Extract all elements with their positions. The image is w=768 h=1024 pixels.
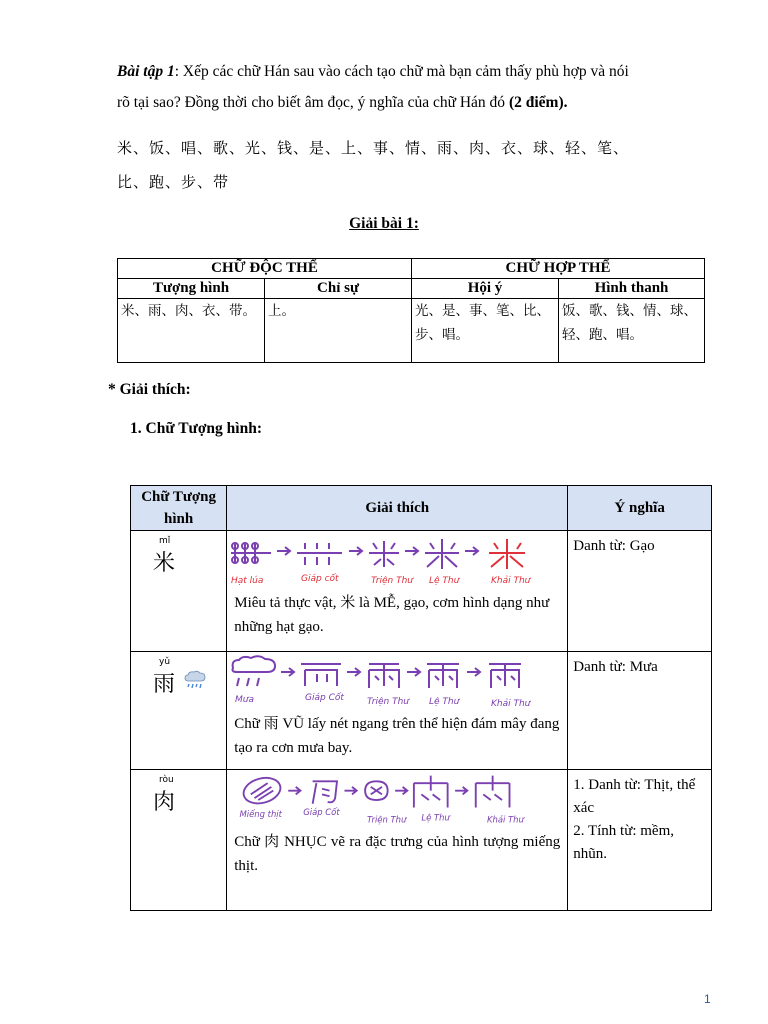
stage-label: Giáp cốt bbox=[301, 574, 339, 584]
table-row-explanation bbox=[227, 770, 568, 911]
explanation-text: Chữ 肉 NHỤC vẽ ra đặc trưng của hình tượng miếng thịt. bbox=[234, 834, 561, 874]
page-number: 1 bbox=[704, 992, 711, 1006]
stage-label: Triện Thư bbox=[367, 814, 407, 825]
pinyin: mǐ bbox=[159, 536, 171, 546]
stage-label: Khải Thư bbox=[487, 814, 525, 825]
rain-cloud-icon bbox=[183, 668, 207, 692]
header-doc-the: CHỮ ĐỘC THỂ bbox=[118, 259, 412, 279]
table-row-meaning: 1. Danh từ: Thịt, thể xác 2. Tính từ: mềm, nhũn. bbox=[568, 770, 712, 911]
cell-chi-su: 上。 bbox=[265, 299, 412, 363]
col-hoi-y: Hội ý bbox=[412, 279, 559, 299]
col-tuong-hinh: Tượng hình bbox=[118, 279, 265, 299]
table-row-explanation bbox=[227, 652, 568, 770]
stage-label: Khải Thư bbox=[491, 699, 531, 709]
cell-hinh-thanh: 饭、歌、钱、情、球、轻、跑、唱。 bbox=[559, 299, 705, 363]
character: 米 bbox=[153, 551, 176, 576]
stage-label: Giáp Cốt bbox=[303, 807, 340, 817]
classification-table bbox=[117, 258, 705, 363]
character: 雨 bbox=[153, 672, 176, 697]
header-hop-the: CHỮ HỢP THỂ bbox=[412, 259, 705, 279]
pinyin: ròu bbox=[159, 775, 174, 785]
table-row-explanation bbox=[227, 531, 568, 652]
explanation-text: Chữ 雨 VŨ lấy nét ngang trên thể hiện đám mây đang tạo ra cơn mưa bay. bbox=[234, 716, 560, 756]
table-row-char bbox=[131, 531, 227, 652]
solution-title: Giải bài 1: bbox=[349, 215, 419, 232]
rice-evolution-sketch bbox=[227, 531, 567, 591]
stage-label: Lệ Thư bbox=[429, 697, 460, 707]
section-1-heading: 1. Chữ Tượng hình: bbox=[130, 420, 263, 437]
characters-line-2: 比、跑、步、带 bbox=[117, 173, 230, 191]
explanation-heading: * Giải thích: bbox=[108, 381, 191, 398]
rain-evolution-sketch bbox=[227, 652, 567, 712]
stage-label: Lệ Thư bbox=[429, 576, 460, 586]
stage-label: Miếng thịt bbox=[239, 808, 283, 819]
stage-label: Triện Thư bbox=[371, 576, 414, 586]
stage-label: Lệ Thư bbox=[421, 812, 450, 823]
col-hinh-thanh: Hình thanh bbox=[559, 279, 705, 299]
col-chi-su: Chỉ sự bbox=[265, 279, 412, 299]
table-row-meaning: Danh từ: Mưa bbox=[568, 652, 712, 770]
table-row-meaning: Danh từ: Gạo bbox=[568, 531, 712, 652]
stage-label: Mưa bbox=[235, 695, 255, 705]
header-meaning: Ý nghĩa bbox=[568, 486, 712, 531]
stage-label: Triện Thư bbox=[367, 697, 410, 707]
cell-tuong-hinh: 米、雨、肉、衣、带。 bbox=[118, 299, 265, 363]
stage-label: Hạt lúa bbox=[231, 576, 264, 586]
exercise-line-2: rõ tại sao? Đồng thời cho biết âm đọc, ý nghĩa của chữ Hán đó (2 điểm). bbox=[117, 94, 568, 111]
table-row-char bbox=[131, 770, 227, 911]
pictograph-table bbox=[130, 485, 712, 911]
header-character: Chữ Tượng hình bbox=[131, 486, 227, 531]
character: 肉 bbox=[153, 790, 176, 815]
exercise-label: Bài tập 1 bbox=[117, 63, 175, 80]
characters-line-1: 米、饭、唱、歌、光、钱、是、上、事、情、雨、肉、衣、球、轻、笔、 bbox=[117, 139, 630, 157]
header-explanation: Giải thích bbox=[227, 486, 568, 531]
stage-label: Giáp Cốt bbox=[305, 693, 345, 703]
stage-label: Khải Thư bbox=[491, 576, 531, 586]
pinyin: yǔ bbox=[159, 657, 171, 667]
explanation-text: Miêu tả thực vật, 米 là MỄ, gạo, cơm hình dạng như những hạt gạo. bbox=[234, 595, 550, 635]
cell-hoi-y: 光、是、事、笔、比、步、唱。 bbox=[412, 299, 559, 363]
exercise-line-1: Bài tập 1: Xếp các chữ Hán sau vào cách tạo chữ mà bạn cảm thấy phù hợp và nói bbox=[117, 63, 629, 80]
table-row-char bbox=[131, 652, 227, 770]
meat-evolution-sketch bbox=[227, 770, 567, 830]
